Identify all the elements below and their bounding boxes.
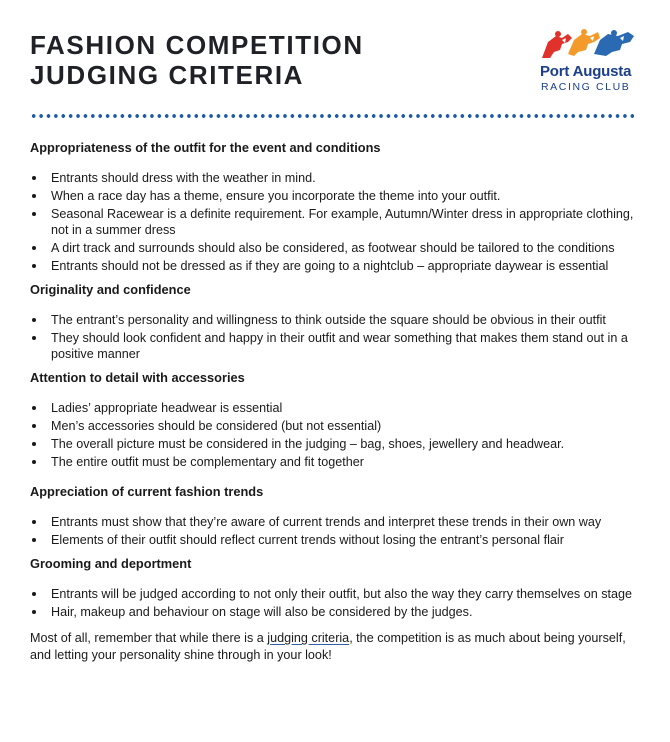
section-appropriateness [30, 140, 642, 274]
port-augusta-racing-club-logo [538, 28, 638, 98]
list-item: The entrant’s personality and willingness to think outside the square should be obvious in their outfit [30, 312, 642, 328]
criteria-content [30, 140, 642, 664]
list-item: Entrants must show that they’re aware of current trends and interpret these trends in their own way [30, 514, 642, 530]
list-item: The entire outfit must be complementary and fit together [30, 454, 642, 470]
list-item: Entrants should dress with the weather in mind. [30, 170, 642, 186]
title-line-2: JUDGING CRITERIA [30, 60, 305, 90]
page-title [30, 30, 364, 90]
list-item: They should look confident and happy in their outfit and wear something that makes them stand out in a positive manner [30, 330, 642, 362]
section-heading: Appropriateness of the outfit for the event and conditions [30, 140, 381, 155]
closing-paragraph [30, 630, 642, 664]
section-accessories [30, 370, 642, 470]
bullet-list [30, 400, 642, 470]
bullet-list [30, 586, 642, 620]
list-item: Entrants will be judged according to not only their outfit, but also the way they carry themselves on stage [30, 586, 642, 602]
list-item: Seasonal Racewear is a definite requirement. For example, Autumn/Winter dress in appropriate clothing, not in a summer dress [30, 206, 642, 238]
section-heading: Attention to detail with accessories [30, 370, 245, 385]
horse-racing-logo-icon [538, 28, 638, 62]
judging-criteria-link: judging criteria [267, 631, 350, 645]
list-item: A dirt track and surrounds should also be considered, as footwear should be tailored to the conditions [30, 240, 642, 256]
list-item: The overall picture must be considered in the judging – bag, shoes, jewellery and headwear. [30, 436, 642, 452]
section-heading: Appreciation of current fashion trends [30, 484, 264, 499]
bullet-list [30, 514, 642, 548]
logo-name: Port Augusta [540, 63, 632, 80]
closing-text-end: , the competition is as much about being yourself, and letting your personality shine through in your look! [30, 631, 626, 662]
list-item: Men’s accessories should be considered (but not essential) [30, 418, 642, 434]
bullet-list [30, 312, 642, 362]
logo-subtitle: RACING CLUB [541, 81, 631, 93]
section-originality [30, 282, 642, 362]
section-fashion-trends [30, 484, 642, 548]
list-item: Ladies’ appropriate headwear is essential [30, 400, 642, 416]
title-line-1: FASHION COMPETITION [30, 30, 364, 60]
closing-text-start: Most of all, remember that while there is a [30, 631, 268, 645]
list-item: Entrants should not be dressed as if they are going to a nightclub – appropriate daywear is essential [30, 258, 642, 274]
list-item: Elements of their outfit should reflect current trends without losing the entrant’s personal flair [30, 532, 642, 548]
section-grooming [30, 556, 642, 620]
list-item: Hair, makeup and behaviour on stage will also be considered by the judges. [30, 604, 642, 620]
section-heading: Grooming and deportment [30, 556, 192, 571]
dotted-divider [30, 114, 634, 118]
list-item: When a race day has a theme, ensure you incorporate the theme into your outfit. [30, 188, 642, 204]
section-heading: Originality and confidence [30, 282, 191, 297]
bullet-list [30, 170, 642, 274]
